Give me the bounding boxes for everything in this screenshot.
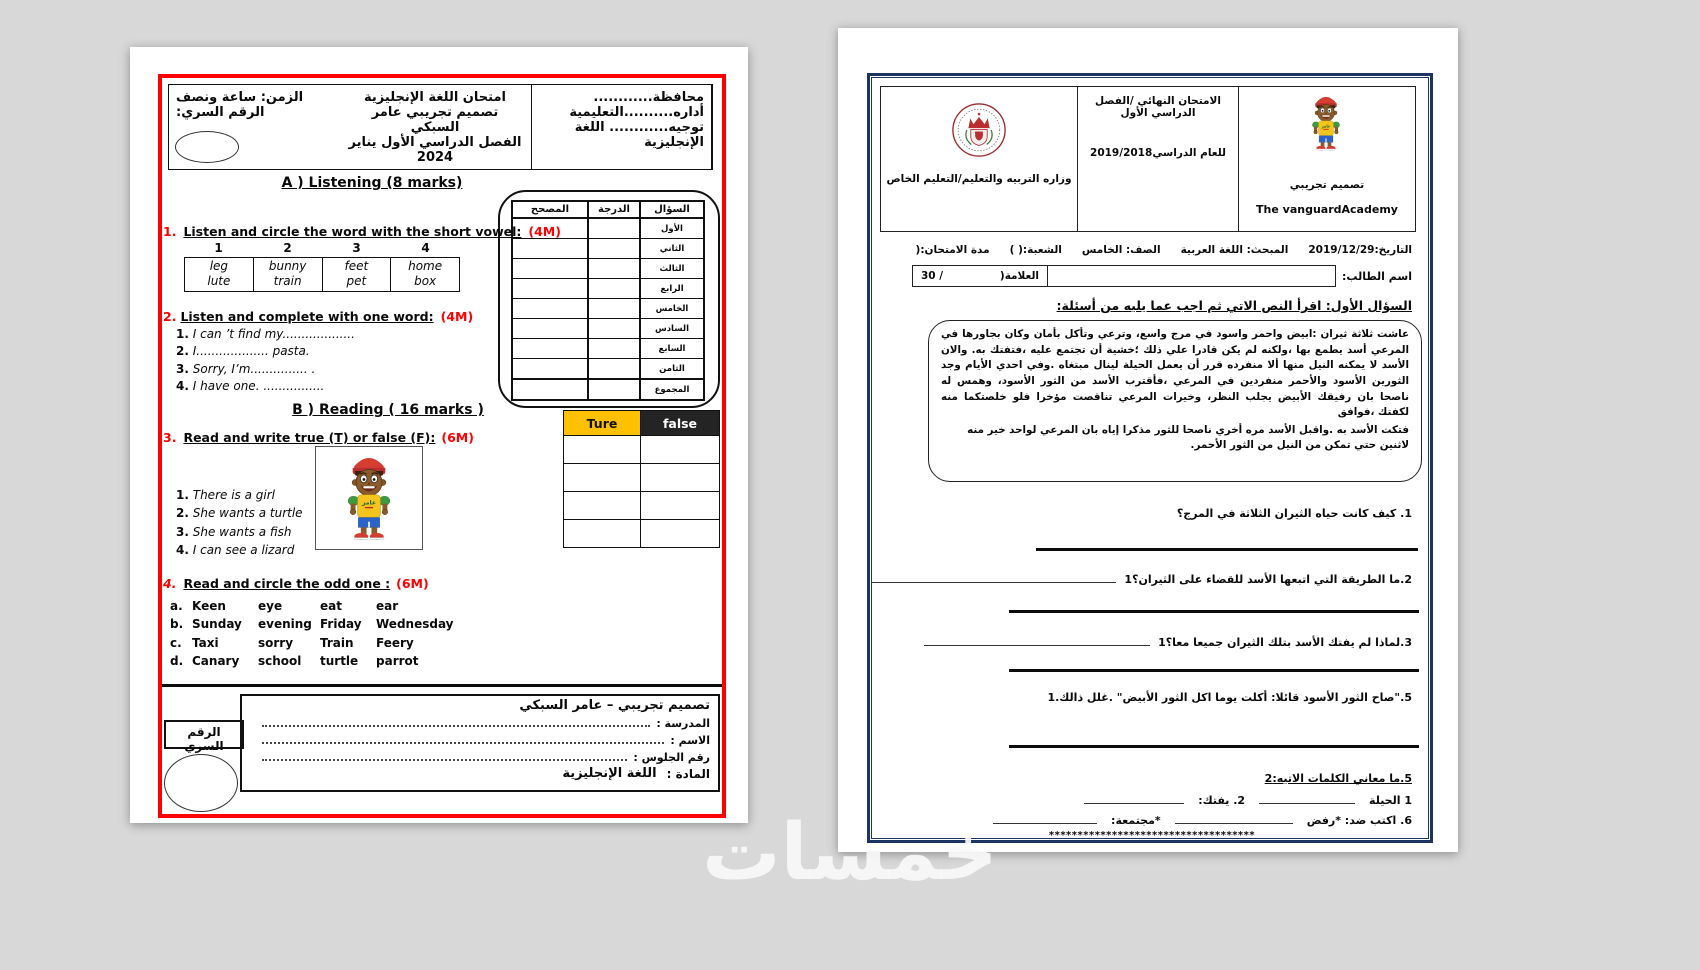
odd-word: Train <box>320 636 354 650</box>
vocabulary-items-row <box>872 794 1428 807</box>
name-label: الاسم : <box>670 734 710 747</box>
item-text: Sorry, I’m............... . <box>192 362 316 376</box>
vowel-column-numbers <box>184 241 460 255</box>
governorate-cell <box>532 85 712 169</box>
odd-one-row <box>170 617 454 631</box>
antonym-lead: 6. اكتب ضد: *رفض <box>1306 814 1412 827</box>
table-row <box>512 299 704 319</box>
corrector-cell <box>512 339 588 359</box>
mark-cell <box>588 319 640 339</box>
exam-time: الزمن: ساعة ونصف <box>176 90 304 105</box>
answer-blank-line <box>1175 823 1293 824</box>
word-top: feet <box>344 259 369 273</box>
school-field-row <box>242 713 718 730</box>
grade-col-mark: الدرجة <box>588 201 640 218</box>
false-cell <box>641 464 720 492</box>
mark-box <box>913 266 1048 286</box>
odd-word: Keen <box>192 599 226 613</box>
exam-duration: مدة الامتحان:( <box>915 244 990 256</box>
odd-word: Sunday <box>192 617 242 631</box>
seat-number-field-row <box>242 747 718 764</box>
word-cell <box>322 258 391 292</box>
ministry-logo <box>950 101 1008 159</box>
word-bottom: box <box>414 274 437 288</box>
ministry-name: وزاره التربيه والتعليم/التعليم الخاص <box>886 173 1072 185</box>
mark-cell <box>588 379 640 400</box>
exam-subject: المبحث: اللغة العربية <box>1180 244 1289 256</box>
student-name-row <box>912 266 1412 286</box>
odd-word: eye <box>258 599 283 613</box>
odd-one-row <box>170 636 414 650</box>
exam-title-line3: الفصل الدراسي الأول يناير 2024 <box>348 135 522 165</box>
word-bottom: lute <box>207 274 231 288</box>
odd-word: Friday <box>320 617 362 631</box>
student-info-box <box>240 694 720 792</box>
english-exam-page <box>130 47 748 823</box>
mark-cell <box>588 239 640 259</box>
student-name-label: اسم الطالب: <box>1342 269 1412 283</box>
administration-line: أداره..........التعليمية <box>569 105 704 120</box>
mark-cell <box>588 259 640 279</box>
false-cell <box>641 492 720 520</box>
item-text: There is a girl <box>192 488 275 502</box>
grade-row-label: السادس <box>640 319 704 339</box>
table-row <box>512 379 704 400</box>
cartoon-boy-image-small <box>1301 91 1351 155</box>
design-label: تصميم تجريبي <box>1289 179 1365 191</box>
question-row <box>872 772 1426 785</box>
word-cell <box>185 258 254 292</box>
table-row <box>564 411 720 436</box>
word-bottom: pet <box>346 274 367 288</box>
odd-word: sorry <box>258 636 294 650</box>
question-3-number: 3. <box>163 430 177 445</box>
item-number: 4. <box>176 379 189 393</box>
odd-word: Taxi <box>192 636 219 650</box>
school-blank-line <box>262 725 650 727</box>
mark-total: / 30 <box>921 270 944 282</box>
mark-label: العلامة( <box>999 270 1039 282</box>
subject-field-row <box>242 764 718 781</box>
exam-section: الشعبة:( ) <box>1009 244 1062 256</box>
question-2-text: Listen and complete with one word: <box>180 309 434 324</box>
name-field-row <box>242 730 718 747</box>
question-row <box>872 636 1426 649</box>
question-3-marks: (6M) <box>441 430 474 445</box>
table-row <box>564 520 720 548</box>
academy-name: The vanguardAcademy <box>1256 203 1398 216</box>
exam-header-table <box>168 84 713 170</box>
grade-summary-panel <box>498 190 720 408</box>
true-false-table <box>563 410 720 548</box>
column-number: 2 <box>283 241 292 255</box>
exam-navy-frame <box>867 73 1433 843</box>
secret-number-label: الرقم السري: <box>176 105 265 120</box>
corrector-cell <box>512 319 588 339</box>
answer-blank-line <box>1259 803 1355 804</box>
false-cell <box>641 436 720 464</box>
antonym-word-2: *مجتمعة: <box>1111 814 1161 827</box>
question-2-marks: (4M) <box>440 309 474 324</box>
item-number: 3. <box>176 525 189 539</box>
final-exam-title: الامتحان النهائي /الفصل الدراسي الأول <box>1095 95 1221 119</box>
table-row <box>185 258 460 292</box>
odd-one-row <box>170 599 398 613</box>
true-cell <box>564 464 641 492</box>
school-label: المدرسة : <box>656 717 710 730</box>
mark-cell <box>588 218 640 239</box>
exam-header-table <box>880 86 1416 232</box>
odd-word: Feery <box>376 636 414 650</box>
exam-title-line2: تصميم تجريبي عامر السبكي <box>371 105 499 135</box>
exam-navy-inner-frame <box>871 77 1429 839</box>
secret-number-oval <box>175 131 239 163</box>
ministry-cell <box>881 87 1077 231</box>
cartoon-boy-image <box>327 449 411 547</box>
seat-number-blank-line <box>262 759 627 761</box>
grade-row-label: الثامن <box>640 359 704 380</box>
word-top: bunny <box>268 259 307 273</box>
vocabulary-word-1: 1 الحيلة <box>1369 794 1412 807</box>
listening-item <box>176 344 310 358</box>
name-blank-line <box>262 742 664 744</box>
boy-picture-frame <box>315 446 423 550</box>
grade-col-corrector: المصحح <box>512 201 588 218</box>
row-letter: c. <box>170 636 182 650</box>
exam-title-cell <box>1077 87 1238 231</box>
answer-blank-line <box>1084 803 1184 804</box>
answer-blank-line <box>924 645 1150 646</box>
supervision-line: توجيه............ اللغة الإنجليزية <box>574 120 704 150</box>
odd-word: school <box>258 654 302 668</box>
grade-table-header-row <box>512 201 704 218</box>
false-header: false <box>641 411 720 436</box>
footer-box-title: تصميم تجريبي – عامر السبكي <box>519 698 710 713</box>
table-row <box>564 464 720 492</box>
item-text: I................... pasta. <box>192 344 310 358</box>
row-letter: a. <box>170 599 183 613</box>
odd-word: Wednesday <box>376 617 454 631</box>
odd-one-row <box>170 654 419 668</box>
comprehension-q1: 1. كيف كانت حياه الثيران الثلاثة في المرج؟ <box>1176 507 1412 520</box>
seat-number-label: رقم الجلوس : <box>633 751 710 764</box>
table-row <box>512 339 704 359</box>
question-4-number: 4. <box>163 576 177 591</box>
corrector-cell <box>512 239 588 259</box>
true-cell <box>564 436 641 464</box>
true-cell <box>564 520 641 548</box>
word-cell <box>253 258 322 292</box>
student-name-field <box>912 265 1336 287</box>
exam-info-row <box>872 244 1426 256</box>
row-letter: b. <box>170 617 184 631</box>
table-row <box>512 319 704 339</box>
table-row <box>512 239 704 259</box>
row-letter: d. <box>170 654 184 668</box>
question-1-text: Listen and circle the word with the short vowel: <box>183 224 522 239</box>
grade-row-label: السابع <box>640 339 704 359</box>
subject-value: اللغة الإنجليزية <box>562 766 657 781</box>
exam-grade: الصف: الخامس <box>1081 244 1161 256</box>
vowel-words-table <box>184 257 460 292</box>
item-number: 1. <box>176 327 189 341</box>
odd-word: ear <box>376 599 399 613</box>
listening-item <box>176 327 355 341</box>
comprehension-q3: 3.لماذا لم يفتك الأسد بتلك الثيران جميعا معا؟1 <box>1158 636 1412 649</box>
odd-word: Canary <box>192 654 240 668</box>
comprehension-q2: 2.ما الطريقة التي اتبعها الأسد للقضاء على الثيران؟1 <box>1124 573 1412 586</box>
question-3-text: Read and write true (T) or false (F): <box>183 430 436 445</box>
item-text: I can see a lizard <box>192 543 295 557</box>
grade-row-label: الأول <box>640 218 704 239</box>
answer-rule-line <box>1036 548 1418 551</box>
column-number: 1 <box>214 241 223 255</box>
item-text: She wants a turtle <box>192 506 303 520</box>
table-row <box>512 259 704 279</box>
passage-paragraph-1: عاشت ثلاثة ثيران :ابيض واحمر واسود في مرج واسع، وترعي وتأكل بأمان وكان بجاورها في المرعي أسد يطمع بها ،ولكنه لم يكن قادرا علي ذلك ؛خشية أن تجتمع عليه ،فتفتك به. والان الأسد لا يمكنه النيل منها ألا منفرده قرر أن يعمل الحيلة لينال مبتغاه .وفي احدي الأيام وجد الثورين الأسود والأحمر منفردين في المرعي ،فأقترب الأسد من الثور الأسود، وهمس له ناصحا بان رفيقك الأبيض يجلب النظر، وخيرات المرعي تناقصت مؤخرا فلو خلصتكما منه لكفتك ،فوافق <box>941 328 1409 419</box>
comprehension-q4: 5."صاح الثور الأسود قائلا: أكلت يوما اكل الثور الأبيض" .غلل ذالك.1 <box>1047 691 1412 704</box>
grade-row-label: المجموع <box>640 379 704 400</box>
question-4-marks: (6M) <box>396 576 429 591</box>
question-1-heading <box>163 224 561 239</box>
question-1-number: 1. <box>163 224 177 239</box>
false-cell <box>641 520 720 548</box>
section-a-title: A ) Listening (8 marks) <box>281 175 463 191</box>
grade-row-label: الثاني <box>640 239 704 259</box>
odd-word: evening <box>258 617 312 631</box>
reading-item <box>176 506 303 520</box>
time-secret-cell <box>169 85 339 169</box>
odd-word: parrot <box>376 654 419 668</box>
column-number: 4 <box>421 241 430 255</box>
column-number: 3 <box>352 241 361 255</box>
exam-title-cell <box>339 85 532 169</box>
passage-paragraph-2: فتكت الأسد به .واقبل الأسد مره أخري ناصحا للثور مذكرا إياه بان المرعي لواحد خير منه لاثنين حتي تمكن من النيل من الثور الأحمر. <box>967 423 1409 452</box>
question-4-text: Read and circle the odd one : <box>183 576 391 591</box>
odd-word: eat <box>320 599 342 613</box>
item-number: 4. <box>176 543 189 557</box>
mark-cell <box>588 339 640 359</box>
table-row <box>512 279 704 299</box>
grade-row-label: الخامس <box>640 299 704 319</box>
question-one-header: السؤال الأول: اقرأ النص الاتي ثم اجب عما يليه من أسئلة: <box>1056 298 1412 313</box>
table-row <box>512 359 704 380</box>
grade-row-label: الثالث <box>640 259 704 279</box>
exam-red-frame <box>158 74 726 818</box>
reading-item <box>176 525 292 539</box>
item-number: 3. <box>176 362 189 376</box>
subject-label: المادة : <box>666 767 710 781</box>
secret-number-box: الرقم السري <box>164 720 244 749</box>
table-row <box>564 492 720 520</box>
vocabulary-question-title: 5.ما معاني الكلمات الاتيه:2 <box>1264 772 1412 785</box>
answer-rule-line <box>1009 745 1419 748</box>
item-number: 2. <box>176 344 189 358</box>
grade-col-question: السؤال <box>640 201 704 218</box>
true-header: Ture <box>564 411 641 436</box>
corrector-cell <box>512 279 588 299</box>
answer-rule-line <box>1009 610 1419 613</box>
question-4-heading <box>163 576 429 591</box>
corrector-cell <box>512 259 588 279</box>
word-top: leg <box>209 259 229 273</box>
table-row <box>564 436 720 464</box>
question-2-number: 2. <box>163 309 177 324</box>
item-number: 2. <box>176 506 189 520</box>
reading-item <box>176 543 294 557</box>
school-year-line: للعام الدراسي2019/2018 <box>1090 147 1226 159</box>
reading-item <box>176 488 275 502</box>
item-number: 1. <box>176 488 189 502</box>
question-3-heading <box>163 430 474 445</box>
corrector-cell <box>512 359 588 380</box>
listening-item <box>176 379 324 393</box>
answer-blank-line <box>872 582 1116 583</box>
mark-cell <box>588 359 640 380</box>
item-text: She wants a fish <box>192 525 292 539</box>
question-row <box>872 573 1426 586</box>
exam-title-line1: امتحان اللغة الإنجليزية <box>364 90 506 105</box>
grade-row-label: الرابع <box>640 279 704 299</box>
governorate-line: محافظة............ <box>593 90 704 105</box>
listening-item <box>176 362 315 376</box>
mark-cell <box>588 299 640 319</box>
word-bottom: train <box>273 274 302 288</box>
khamsat-watermark: خمسات <box>702 808 998 898</box>
question-2-heading <box>163 309 473 324</box>
footer-divider-line <box>162 684 722 687</box>
end-asterisk-line: ************************************ <box>1048 830 1256 841</box>
exam-date: التاريخ:2019/12/29 <box>1308 244 1412 256</box>
true-cell <box>564 492 641 520</box>
word-cell <box>391 258 460 292</box>
odd-word: turtle <box>320 654 359 668</box>
academy-cell <box>1238 87 1415 231</box>
question-row <box>872 691 1426 704</box>
secret-number-large-oval <box>164 754 238 812</box>
reading-passage-box <box>928 320 1422 482</box>
item-text: I have one. ................ <box>192 379 325 393</box>
mark-cell <box>588 279 640 299</box>
item-text: I can ’t find my................... <box>192 327 355 341</box>
corrector-cell <box>512 379 588 400</box>
vocabulary-word-2: 2. يفتك: <box>1198 794 1246 807</box>
arabic-exam-page <box>838 28 1458 852</box>
question-1-marks: (4M) <box>528 224 561 239</box>
question-row <box>872 507 1426 520</box>
section-b-title: B ) Reading ( 16 marks ) <box>292 402 484 418</box>
corrector-cell <box>512 299 588 319</box>
answer-rule-line <box>1009 669 1419 672</box>
word-top: home <box>408 259 443 273</box>
